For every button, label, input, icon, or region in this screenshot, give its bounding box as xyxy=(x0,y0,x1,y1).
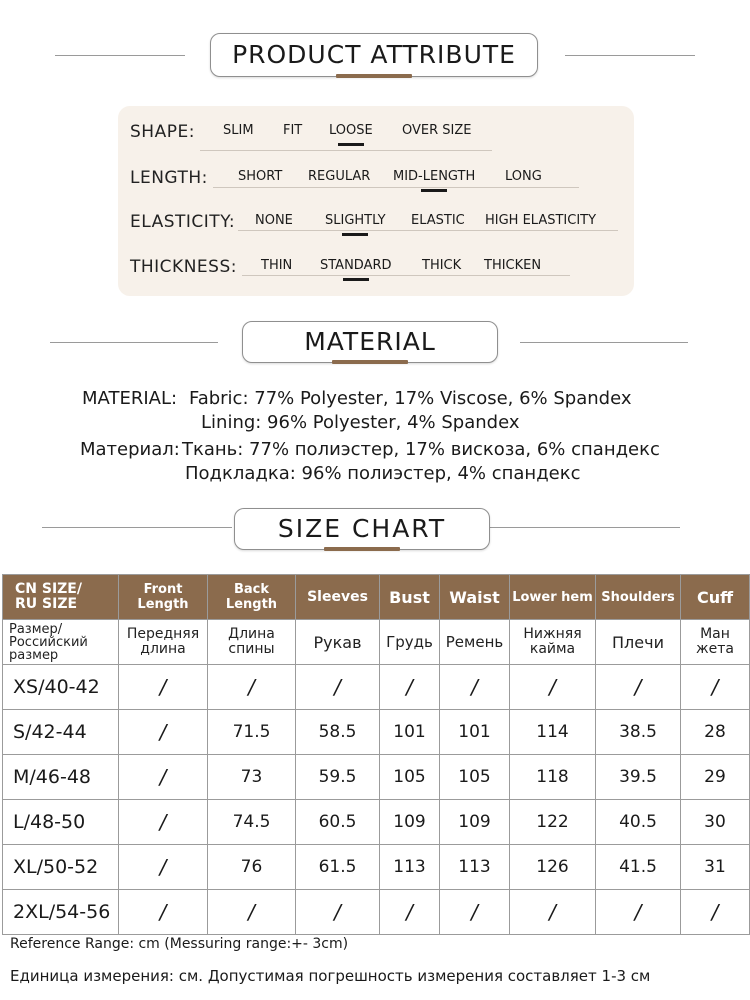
measurement-cell: 109 xyxy=(440,800,510,845)
attr-row-length xyxy=(118,164,634,204)
attr-label: SHAPE: xyxy=(130,122,195,142)
attr-option: SHORT xyxy=(238,169,283,184)
header-cell: Shoulders xyxy=(596,575,681,620)
header-cell-ru: Грудь xyxy=(380,620,440,665)
table-header-ru xyxy=(3,620,750,665)
material-fabric-en: Fabric: 77% Polyester, 17% Viscose, 6% Spandex xyxy=(189,388,632,409)
measurement-cell: 109 xyxy=(380,800,440,845)
measurement-cell: / xyxy=(681,890,750,935)
measurement-cell: / xyxy=(296,890,380,935)
product-attribute-title xyxy=(210,33,538,77)
material-fabric-ru: Ткань: 77% полиэстер, 17% вискоза, 6% спандекс xyxy=(182,439,660,460)
measurement-cell: 59.5 xyxy=(296,755,380,800)
measurement-cell: 126 xyxy=(510,845,596,890)
attr-row-thickness xyxy=(118,253,634,293)
attr-option: THIN xyxy=(261,258,293,273)
header-cell: Back Length xyxy=(208,575,296,620)
header-cell: CN SIZE/ RU SIZE xyxy=(3,575,119,620)
material-title xyxy=(242,321,498,363)
size-divider-left xyxy=(42,527,232,528)
size-cell: XS/40-42 xyxy=(3,665,119,710)
header-cell-ru: Размер/ Российский размер xyxy=(3,620,119,665)
measurement-cell: / xyxy=(119,800,208,845)
attr-option: FIT xyxy=(283,123,303,138)
size-cell: M/46-48 xyxy=(3,755,119,800)
attr-row-elasticity xyxy=(118,208,634,248)
title-underline xyxy=(332,360,408,364)
attr-option: ELASTIC xyxy=(411,213,465,228)
measurement-cell: 101 xyxy=(440,710,510,755)
header-cell-ru: Длина спины xyxy=(208,620,296,665)
measurement-cell: 61.5 xyxy=(296,845,380,890)
attr-option: THICK xyxy=(422,258,462,273)
measurement-cell: / xyxy=(596,890,681,935)
measurement-cell: 30 xyxy=(681,800,750,845)
measurement-cell: / xyxy=(119,890,208,935)
measurement-cell: / xyxy=(440,665,510,710)
attr-option: THICKEN xyxy=(484,258,542,273)
measurement-cell: 60.5 xyxy=(296,800,380,845)
measurement-cell: / xyxy=(119,845,208,890)
header-cell: Sleeves xyxy=(296,575,380,620)
measurement-cell: 105 xyxy=(380,755,440,800)
size-chart-table xyxy=(2,574,750,935)
measurement-cell: / xyxy=(119,710,208,755)
measurement-cell: / xyxy=(119,665,208,710)
attr-option: OVER SIZE xyxy=(402,123,472,138)
size-chart-title xyxy=(234,508,490,550)
table-row xyxy=(3,665,750,710)
measurement-cell: / xyxy=(510,665,596,710)
title-underline xyxy=(324,547,400,551)
attr-option: NONE xyxy=(255,213,293,228)
material-label-ru: Материал: xyxy=(80,439,180,460)
attr-rule xyxy=(238,230,618,231)
size-cell: L/48-50 xyxy=(3,800,119,845)
attr-label: LENGTH: xyxy=(130,168,208,188)
measurement-cell: / xyxy=(440,890,510,935)
measurement-cell: 38.5 xyxy=(596,710,681,755)
measurement-cell: / xyxy=(119,755,208,800)
measurement-cell: 113 xyxy=(380,845,440,890)
measurement-cell: 101 xyxy=(380,710,440,755)
attr-option-selected: SLIGHTLY xyxy=(325,213,386,228)
measurement-cell: 74.5 xyxy=(208,800,296,845)
attr-option: HIGH ELASTICITY xyxy=(485,213,597,228)
size-chart-title-text: SIZE CHART xyxy=(277,514,447,543)
measurement-cell: / xyxy=(596,665,681,710)
attr-label: ELASTICITY: xyxy=(130,212,236,232)
reference-note-ru: Единица измерения: см. Допустимая погрешность измерения составляет 1-3 см xyxy=(10,967,651,985)
attr-option-selected: LOOSE xyxy=(329,123,373,138)
attr-option: SLIM xyxy=(223,123,254,138)
header-cell-ru: Ремень xyxy=(440,620,510,665)
attribute-divider-right xyxy=(565,55,695,56)
measurement-cell: / xyxy=(380,665,440,710)
measurement-cell: / xyxy=(296,665,380,710)
measurement-cell: 114 xyxy=(510,710,596,755)
attr-option-selected: STANDARD xyxy=(320,258,392,273)
size-divider-right xyxy=(490,527,680,528)
attr-rule xyxy=(213,187,579,188)
header-cell: Lower hem xyxy=(510,575,596,620)
table-row xyxy=(3,800,750,845)
header-cell-ru: Нижняя кайма xyxy=(510,620,596,665)
table-row xyxy=(3,710,750,755)
material-lining-en: Lining: 96% Polyester, 4% Spandex xyxy=(201,412,520,433)
material-divider-right xyxy=(520,342,688,343)
material-divider-left xyxy=(50,342,218,343)
table-row xyxy=(3,845,750,890)
header-cell-ru: Передняя длина xyxy=(119,620,208,665)
measurement-cell: 29 xyxy=(681,755,750,800)
measurement-cell: 28 xyxy=(681,710,750,755)
attribute-panel xyxy=(118,106,634,296)
title-underline xyxy=(336,74,412,78)
material-lining-ru: Подкладка: 96% полиэстер, 4% спандекс xyxy=(185,463,581,484)
header-cell-ru: Рукав xyxy=(296,620,380,665)
attr-rule xyxy=(200,150,492,151)
measurement-cell: 73 xyxy=(208,755,296,800)
measurement-cell: / xyxy=(681,665,750,710)
header-cell-ru: Ман жета xyxy=(681,620,750,665)
table-row xyxy=(3,755,750,800)
measurement-cell: / xyxy=(208,890,296,935)
attr-option: REGULAR xyxy=(308,169,371,184)
size-cell: 2XL/54-56 xyxy=(3,890,119,935)
attr-option-selected: MID-LENGTH xyxy=(393,169,476,184)
measurement-cell: 105 xyxy=(440,755,510,800)
table-row xyxy=(3,890,750,935)
header-cell: Bust xyxy=(380,575,440,620)
measurement-cell: 58.5 xyxy=(296,710,380,755)
header-cell: Front Length xyxy=(119,575,208,620)
measurement-cell: / xyxy=(510,890,596,935)
measurement-cell: 76 xyxy=(208,845,296,890)
size-cell: XL/50-52 xyxy=(3,845,119,890)
measurement-cell: 31 xyxy=(681,845,750,890)
reference-note-en: Reference Range: cm (Messuring range:+- 3cm) xyxy=(10,936,349,952)
header-cell: Waist xyxy=(440,575,510,620)
attr-row-shape xyxy=(118,118,634,158)
table-header-en xyxy=(3,575,750,620)
size-cell: S/42-44 xyxy=(3,710,119,755)
measurement-cell: 41.5 xyxy=(596,845,681,890)
attr-label: THICKNESS: xyxy=(130,257,237,277)
measurement-cell: 40.5 xyxy=(596,800,681,845)
measurement-cell: 39.5 xyxy=(596,755,681,800)
attribute-divider-left xyxy=(55,55,185,56)
size-rows xyxy=(3,665,750,935)
attr-rule xyxy=(242,275,570,276)
measurement-cell: 122 xyxy=(510,800,596,845)
measurement-cell: 71.5 xyxy=(208,710,296,755)
measurement-cell: / xyxy=(380,890,440,935)
measurement-cell: / xyxy=(208,665,296,710)
material-label-en: MATERIAL: xyxy=(82,388,178,409)
product-attribute-title-text: PRODUCT ATTRIBUTE xyxy=(232,40,516,69)
header-cell: Cuff xyxy=(681,575,750,620)
measurement-cell: 118 xyxy=(510,755,596,800)
measurement-cell: 113 xyxy=(440,845,510,890)
material-title-text: MATERIAL xyxy=(304,327,436,356)
attr-option: LONG xyxy=(505,169,542,184)
header-cell-ru: Плечи xyxy=(596,620,681,665)
